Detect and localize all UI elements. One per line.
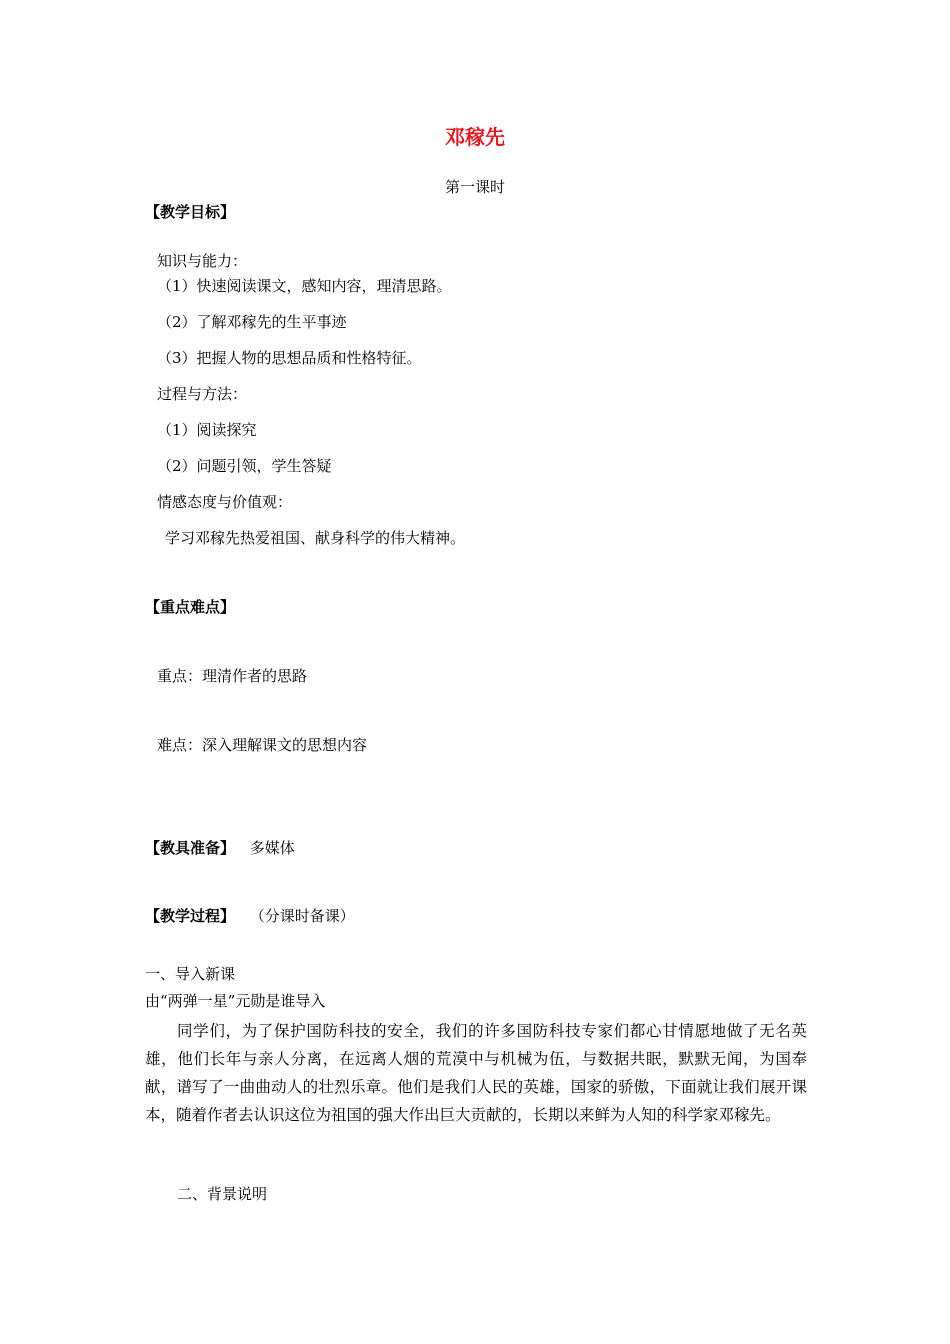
knowledge-label: 知识与能力： xyxy=(157,252,248,270)
process-method-label: 过程与方法： xyxy=(157,385,248,403)
process-method-item: （1）阅读探究 xyxy=(157,421,257,439)
document-title: 邓稼先 xyxy=(445,125,505,149)
knowledge-item: （3）把握人物的思想品质和性格特征。 xyxy=(157,349,422,367)
lesson-period: 第一课时 xyxy=(444,178,505,196)
materials-row xyxy=(145,838,295,858)
difficult-point: 难点：深入理解课文的思想内容 xyxy=(157,736,368,754)
section-intro: 由“两弹一星”元勋是谁导入 xyxy=(145,992,326,1010)
section-heading: 一、导入新课 xyxy=(145,965,236,983)
emotion-text: 学习邓稼先热爱祖国、献身科学的伟大精神。 xyxy=(165,529,466,547)
knowledge-item: （1）快速阅读课文，感知内容，理清思路。 xyxy=(157,277,452,295)
process-heading: 【教学过程】 xyxy=(145,907,236,925)
process-row xyxy=(145,906,355,926)
emotion-label: 情感态度与价值观： xyxy=(157,493,293,511)
section-heading: 二、背景说明 xyxy=(177,1185,268,1203)
intro-paragraph: 同学们，为了保护国防科技的安全，我们的许多国防科技专家们都心甘情愿地做了无名英雄，他们长年与亲人分离，在远离人烟的荒漠中与机械为伍，与数据共眠，默默无闻，为国奉献，谱写了一曲曲动人的壮烈乐章。他们是我们人民的英雄，国家的骄傲，下面就让我们展开课本，随着作者去认识这位为祖国的强大作出巨大贡献的，长期以来鲜为人知的科学家邓稼先。 xyxy=(145,1022,807,1124)
materials-heading: 【教具准备】 xyxy=(145,839,236,857)
knowledge-item: （2）了解邓稼先的生平事迹 xyxy=(157,313,347,331)
objectives-heading: 【教学目标】 xyxy=(145,203,236,221)
process-method-item: （2）问题引领，学生答疑 xyxy=(157,457,332,475)
process-note: （分课时备课） xyxy=(249,907,355,925)
key-point: 重点：理清作者的思路 xyxy=(157,667,308,685)
key-points-heading: 【重点难点】 xyxy=(145,598,236,616)
materials-value: 多媒体 xyxy=(249,839,295,857)
